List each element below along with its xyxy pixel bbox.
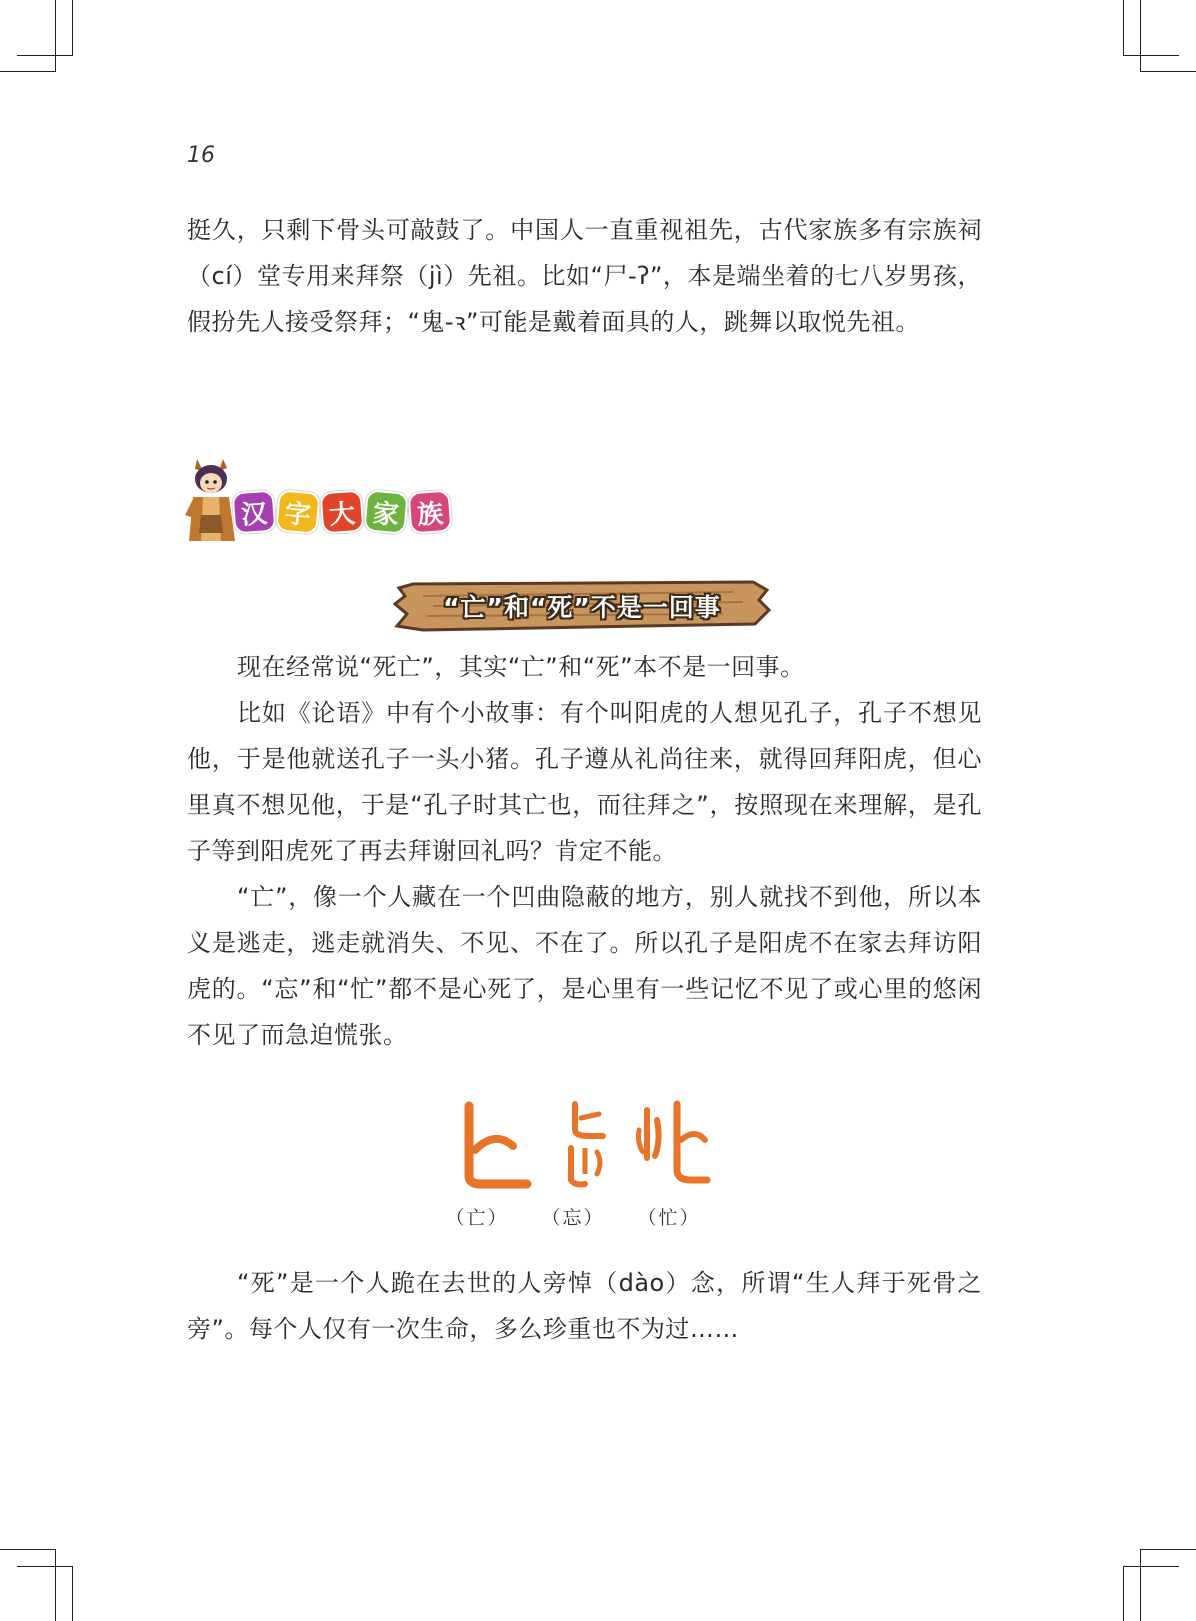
paragraph: 比如《论语》中有个小故事：有个叫阳虎的人想见孔子，孔子不想见他，于是他就送孔子一头小猪。孔子遵从礼尚往来，就得回拜阳虎，但心里真不想见他，于是“孔子时其亡也，而往拜之”，按照现在来理解，是孔子等到阳虎死了再去拜谢回礼吗？肯定不能。	[187, 699, 982, 865]
crop-mark	[1140, 71, 1196, 72]
paragraph: 现在经常说“死亡”，其实“亡”和“死”本不是一回事。	[237, 653, 805, 681]
crop-mark	[55, 1549, 56, 1621]
crop-mark	[17, 1566, 73, 1567]
seal-glyph-mang	[635, 1100, 715, 1190]
crop-mark	[17, 55, 73, 56]
title-badge: 汉	[232, 490, 277, 535]
seal-script-figure	[445, 1100, 715, 1229]
main-text-block	[187, 644, 982, 1058]
crop-mark	[1123, 0, 1124, 55]
badge-row	[233, 491, 451, 533]
banner-title: “亡”和“死”不是一回事	[443, 593, 721, 622]
glyph-caption: （忘）	[541, 1207, 605, 1229]
crop-mark	[0, 71, 55, 72]
glyph-caption: （忙）	[637, 1207, 701, 1229]
seal-glyph-wang	[455, 1100, 535, 1190]
paragraph: “亡”，像一个人藏在一个凹曲隐蔽的地方，别人就找不到他，所以本义是逃走，逃走就消失、不见、不在了。所以孔子是阳虎不在家去拜访阳虎的。“忘”和“忙”都不是心死了，是心里有一些记忆不见了或心里的悠闲不见了而急迫慌张。	[187, 883, 982, 1049]
paragraph: “死”是一个人跪在去世的人旁悼（dào）念，所谓“生人拜于死骨之旁”。每个人仅有一次生命，多么珍重也不为过……	[187, 1269, 982, 1343]
page-number: 16	[187, 143, 215, 168]
wood-banner	[393, 580, 771, 632]
glyph-caption: （亡）	[445, 1207, 509, 1229]
crop-mark	[72, 0, 73, 55]
seal-glyph-wang-forget	[545, 1100, 625, 1190]
title-badge: 大	[320, 490, 365, 535]
title-badge: 族	[408, 490, 453, 535]
crop-mark	[1123, 1566, 1179, 1567]
crop-mark	[1123, 55, 1179, 56]
crop-mark	[1140, 0, 1141, 72]
crop-mark	[0, 1549, 55, 1550]
title-badge: 字	[275, 489, 321, 535]
crop-mark	[55, 0, 56, 72]
crop-mark	[1123, 1566, 1124, 1621]
title-badge: 家	[363, 489, 409, 535]
crop-mark	[72, 1566, 73, 1621]
paragraph-continued: 挺久，只剩下骨头可敲鼓了。中国人一直重视祖先，古代家族多有宗族祠（cí）堂专用来拜祭（jì）先祖。比如“尸-ʔ”，本是端坐着的七八岁男孩，假扮先人接受祭拜；“鬼-ꝛ”可能是戴着面具的人，跳舞以取悦先祖。	[187, 216, 982, 336]
crop-mark	[1140, 1549, 1141, 1621]
crop-mark	[1140, 1549, 1196, 1550]
section-header	[183, 455, 443, 545]
